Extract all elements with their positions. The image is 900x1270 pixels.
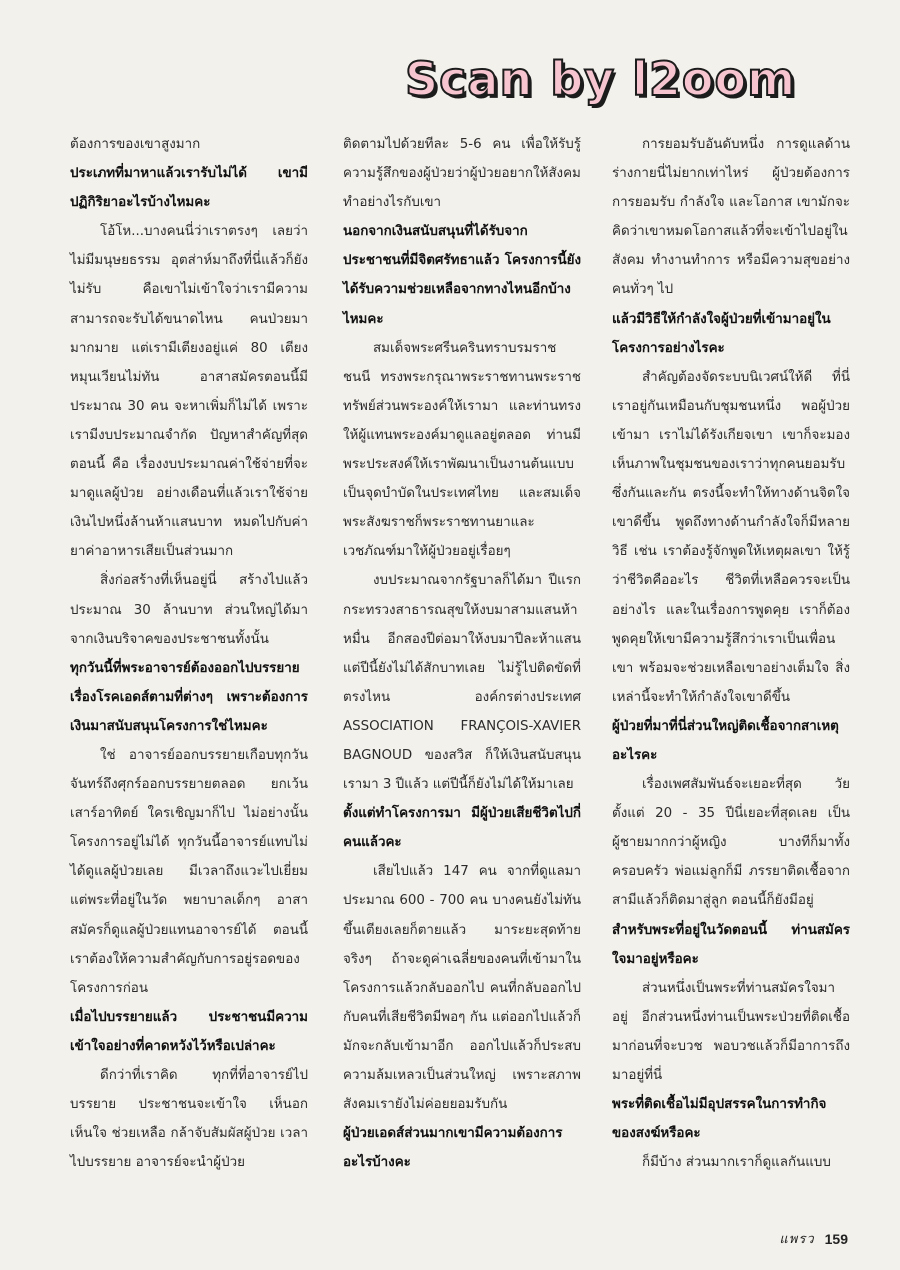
column-1 (70, 130, 308, 1177)
interview-answer: ติดตามไปด้วยทีละ 5-6 คน เพื่อให้รับรู้ความรู้สึกของผู้ป่วยว่าผู้ป่วยอยากให้สังคมทำอย่างไรกับเขา (343, 137, 581, 211)
interview-question: เมื่อไปบรรยายแล้ว ประชาชนมีความเข้าใจอย่างที่คาดหวังไว้หรือเปล่าคะ (70, 1009, 308, 1054)
scan-watermark: Scan by l2oom (405, 52, 797, 106)
interview-question: พระที่ติดเชื้อไม่มีอุปสรรคในการทำกิจของสงฆ์หรือคะ (612, 1097, 827, 1142)
interview-answer: เสียไปแล้ว 147 คน จากที่ดูแลมาประมาณ 600 - 700 คน บางคนยังไม่ทันขึ้นเตียงเลยก็ตายแล้ว มาระยะสุดท้ายจริงๆ ถ้าจะดูค่าเฉลี่ยของคนที่เข้ามาในโครงการแล้วกลับออกไป คนที่กลับออกไปกับคนที่เสียชีวิตมีพอๆ กัน แต่ออกไปแล้วก็มักจะกลับเข้ามาอีก ออกไปแล้วก็ประสบความล้มเหลวเป็นส่วนใหญ่ เพราะสภาพสังคมเรายังไม่ค่อยยอมรับกัน (343, 864, 581, 1113)
interview-answer: โอ้โห...บางคนนี่ว่าเราตรงๆ เลยว่าไม่มีมนุษยธรรม อุตส่าห์มาถึงที่นี่แล้วก็ยังไม่รับ คือเขาไม่เข้าใจว่าเรามีความสามารถจะรับได้ขนาดไหน คนป่วยมามากมาย แต่เรามีเตียงอยู่แค่ 80 เตียง หมุนเวียนไม่ทัน อาสาสมัครตอนนี้มีประมาณ 30 คน จะหาเพิ่มก็ไม่ได้ เพราะเรามีงบประมาณจำกัด ปัญหาสำคัญที่สุดตอนนี้ คือ เรื่องงบประมาณค่าใช้จ่ายที่จะมาดูแลผู้ป่วย อย่างเดือนที่แล้วเราใช้จ่ายเงินไปหนึ่งล้านห้าแสนบาท หมดไปกับค่ายาค่าอาหารเสียเป็นส่วนมาก (70, 224, 308, 560)
magazine-logo: แพรว (779, 1231, 815, 1246)
interview-question: ผู้ป่วยที่มาที่นี่ส่วนใหญ่ติดเชื้อจากสาเหตุอะไรคะ (612, 718, 839, 763)
interview-answer: สิ่งก่อสร้างที่เห็นอยู่นี่ สร้างไปแล้วประมาณ 30 ล้านบาท ส่วนใหญ่ได้มาจากเงินบริจาคของประชาชนทั้งนั้น (70, 573, 308, 647)
page-footer (779, 1228, 848, 1249)
interview-answer: ต้องการของเขาสูงมาก (70, 137, 201, 152)
column-3 (612, 130, 850, 1177)
interview-answer: ดีกว่าที่เราคิด ทุกที่ที่อาจารย์ไปบรรยาย ประชาชนจะเข้าใจ เห็นอกเห็นใจ ช่วยเหลือ กล้าจับสัมผัสผู้ป่วย เวลาไปบรรยาย อาจารย์จะนำผู้ป่วย (70, 1068, 308, 1171)
interview-answer: สำคัญต้องจัดระบบนิเวศน์ให้ดี ที่นี่เราอยู่กันเหมือนกับชุมชนหนึ่ง พอผู้ป่วยเข้ามา เราไม่ได้รังเกียจเขา เขาก็จะมองเห็นภาพในชุมชนของเราว่าทุกคนยอมรับซึ่งกันและกัน ตรงนี้จะทำให้ทางด้านจิตใจเขาดีขึ้น พูดถึงทางด้านกำลังใจก็มีหลายวิธี เช่น เราต้องรู้จักพูดให้เหตุผลเขา ให้รู้ว่าชีวิตคืออะไร ชีวิตที่เหลือควรจะเป็นอย่างไร และในเรื่องการพูดคุย เราก็ต้องพูดคุยให้เขามีความรู้สึกว่าเราเป็นเพื่อนเขา พร้อมจะช่วยเหลือเขาอย่างเต็มใจ สิ่งเหล่านี้จะทำให้กำลังใจเขาดีขึ้น (612, 369, 850, 705)
interview-question: ตั้งแต่ทำโครงการมา มีผู้ป่วยเสียชีวิตไปกี่คนแล้วคะ (343, 806, 581, 851)
interview-question: แล้วมีวิธีให้กำลังใจผู้ป่วยที่เข้ามาอยู่ในโครงการอย่างไรคะ (612, 311, 831, 356)
interview-answer: เรื่องเพศสัมพันธ์จะเยอะที่สุด วัยตั้งแต่ 20 - 35 ปีนี่เยอะที่สุดเลย เป็นผู้ชายมากกว่าผู้หญิง บางทีก็มาทั้งครอบครัว พ่อแม่ลูกก็มี ภรรยาติดเชื้อจากสามีแล้วก็ติดมาสู่ลูก ตอนนี้ก็ยังมีอยู่ (612, 777, 850, 909)
interview-answer: การยอมรับอันดับหนึ่ง การดูแลด้านร่างกายนี่ไม่ยากเท่าไหร่ ผู้ป่วยต้องการการยอมรับ กำลังใจ และโอกาส เขามักจะคิดว่าเขาหมดโอกาสแล้วที่จะเข้าไปอยู่ในสังคม ทำงานทำการ หรือมีความสุขอย่างคนทั่วๆ ไป (612, 137, 850, 298)
page-number: 159 (824, 1230, 848, 1247)
interview-question: สำหรับพระที่อยู่ในวัดตอนนี้ ท่านสมัครใจมาอยู่หรือคะ (612, 922, 850, 967)
interview-question: ประเภทที่มาหาแล้วเรารับไม่ได้ เขามีปฏิกิริยาอะไรบ้างไหมคะ (70, 166, 308, 211)
interview-answer: ก็มีบ้าง ส่วนมากเราก็ดูแลกันแบบ (642, 1155, 831, 1171)
interview-answer: สมเด็จพระศรีนครินทราบรมราชชนนี ทรงพระกรุณาพระราชทานพระราชทรัพย์ส่วนพระองค์ให้เรามา และท่านทรงให้ผู้แทนพระองค์มาดูแลอยู่ตลอด ท่านมีพระประสงค์ให้เราพัฒนาเป็นงานต้นแบบเป็นจุดบำบัดในประเทศไทย และสมเด็จพระสังฆราชก็พระราชทานยาและเวชภัณฑ์มาให้ผู้ป่วยอยู่เรื่อยๆ (343, 340, 581, 560)
interview-question: นอกจากเงินสนับสนุนที่ได้รับจากประชาชนที่มีจิตศรัทธาแล้ว โครงการนี้ยังได้รับความช่วยเหลือจากทางไหนอีกบ้างไหมคะ (343, 224, 581, 327)
interview-question: ผู้ป่วยเอดส์ส่วนมากเขามีความต้องการอะไรบ้างคะ (343, 1126, 563, 1171)
interview-answer: ใช่ อาจารย์ออกบรรยายเกือบทุกวันจันทร์ถึงศุกร์ออกบรรยายตลอด ยกเว้นเสาร์อาทิตย์ ใครเชิญมาก็ไป ไม่อย่างนั้นโครงการอยู่ไม่ได้ ทุกวันนี้อาจารย์แทบไม่ได้ดูแลผู้ป่วยเลย มีเวลาถึงแวะไปเยี่ยม แต่พระที่อยู่ในวัด พยาบาลเด็กๆ อาสาสมัครก็ดูแลผู้ป่วยแทนอาจารย์ได้ ตอนนี้เราต้องให้ความสำคัญกับการอยู่รอดของโครงการก่อน (70, 747, 308, 996)
interview-answer: งบประมาณจากรัฐบาลก็ได้มา ปีแรกกระทรวงสาธารณสุขให้งบมาสามแสนห้าหมื่น อีกสองปีต่อมาให้งบมาปีละห้าแสน แต่ปีนี้ยังไม่ได้สักบาทเลย ไม่รู้ไปติดขัดที่ตรงไหน องค์กรต่างประเทศ ASSOCIATION FRANÇOIS-XAVIER BAGNOUD ของสวิส ก็ให้เงินสนับสนุนเรามา 3 ปีแล้ว แต่ปีนี้ก็ยังไม่ได้ให้มาเลย (343, 573, 581, 793)
interview-answer: ส่วนหนึ่งเป็นพระที่ท่านสมัครใจมาอยู่ อีกส่วนหนึ่งท่านเป็นพระป่วยที่ติดเชื้อมาก่อนที่จะบวช พอบวชแล้วก็มีอาการถึงมาอยู่ที่นี่ (612, 980, 850, 1083)
column-2 (343, 130, 581, 1177)
interview-question: ทุกวันนี้ที่พระอาจารย์ต้องออกไปบรรยายเรื่องโรคเอดส์ตามที่ต่างๆ เพราะต้องการเงินมาสนับสนุนโครงการใช่ไหมคะ (70, 660, 308, 734)
